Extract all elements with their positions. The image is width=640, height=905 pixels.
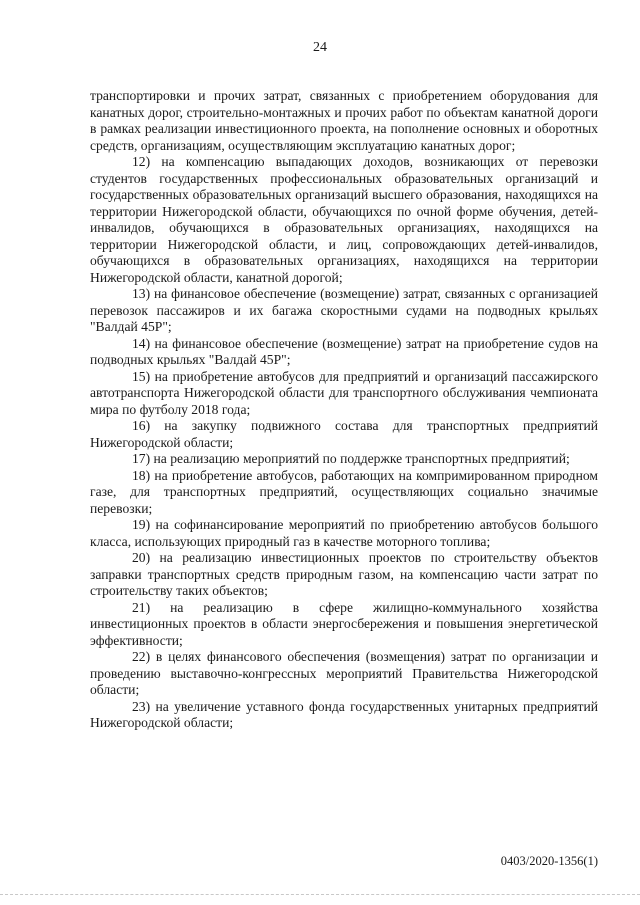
paragraph-item-21: 21) на реализацию в сфере жилищно-коммунального хозяйства инвестиционных проектов в области энергосбережения и повышения энергетической эффективности; <box>90 599 598 648</box>
paragraph-item-16: 16) на закупку подвижного состава для транспортных предприятий Нижегородской области; <box>90 418 598 450</box>
paragraph-item-13: 13) на финансовое обеспечение (возмещение) затрат, связанных с организацией перевозок пассажиров и их багажа скоростными судами на подводных крыльях "Валдай 45Р"; <box>90 286 598 334</box>
paragraph-item-17: 17) на реализацию мероприятий по поддержке транспортных предприятий; <box>132 451 570 466</box>
page-number: 24 <box>313 40 327 55</box>
paragraph-item-18: 18) на приобретение автобусов, работающих на компримированном природном газе, для транспортных предприятий, осуществляющих социально значимые перевозки; <box>90 467 598 516</box>
paragraph-item-22: 22) в целях финансового обеспечения (возмещения) затрат по организации и проведению выставочно-конгрессных мероприятий Правительства Нижегородской области; <box>90 649 598 697</box>
document-body <box>90 88 598 732</box>
paragraph-item-23: 23) на увеличение уставного фонда государственных унитарных предприятий Нижегородской области; <box>90 698 598 730</box>
paragraph-item-20: 20) на реализацию инвестиционных проектов по строительству объектов заправки транспортных средств природным газом, на компенсацию части затрат по строительству таких объектов; <box>90 550 598 598</box>
paragraph-item-19: 19) на софинансирование мероприятий по приобретению автобусов большого класса, использующих природный газ в качестве моторного топлива; <box>90 517 598 549</box>
paragraph-item-12: 12) на компенсацию выпадающих доходов, возникающих от перевозки студентов государственных профессиональных образовательных организаций и государственных образовательных организаций высшего образования, находящихся на территории Нижегородской области, обучающихся по очной форме обучения, детей-инвалидов, обучающихся в образовательных организациях, находящихся на территории Нижегородской области, и лиц, сопровождающих детей-инвалидов, обучающихся в образовательных организациях, находящихся на территории Нижегородской области, канатной дорогой; <box>90 154 598 285</box>
document-code: 0403/2020-1356(1) <box>500 854 598 868</box>
paragraph-continuation: транспортировки и прочих затрат, связанных с приобретением оборудования для канатных дорог, строительно-монтажных и прочих работ по объектам канатной дороги в рамках реализации инвестиционного проекта, на пополнение основных и оборотных средств, организациям, осуществляющим эксплуатацию канатных дорог; <box>90 88 598 153</box>
scan-edge-divider <box>0 894 640 905</box>
paragraph-item-14: 14) на финансовое обеспечение (возмещение) затрат на приобретение судов на подводных крыльях "Валдай 45Р"; <box>90 335 598 367</box>
paragraph-item-15: 15) на приобретение автобусов для предприятий и организаций пассажирского автотранспорта Нижегородской области для транспортного обслуживания чемпионата мира по футболу 2018 года; <box>90 368 598 417</box>
